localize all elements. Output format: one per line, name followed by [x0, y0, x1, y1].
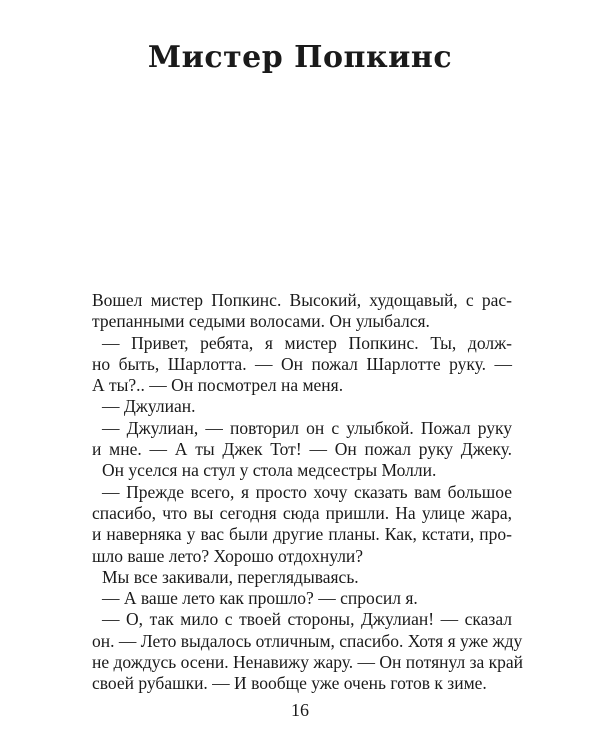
- text-line: А ты?.. — Он посмотрел на меня.: [92, 375, 344, 396]
- text-line: и наверняка у вас были другие планы. Как, кстати, про-: [92, 524, 512, 545]
- text-line: — О, так мило с твоей стороны, Джулиан! — сказал: [102, 609, 512, 630]
- text-line: и мне. — А ты Джек Тот! — Он пожал руку Джеку.: [92, 439, 512, 460]
- page-number: 16: [291, 700, 309, 720]
- text-line: Мы все закивали, переглядываясь.: [102, 566, 359, 587]
- body-text: [92, 290, 524, 695]
- text-line: своей рубашки. — И вообще уже очень готов к зиме.: [92, 673, 487, 694]
- text-line: — Прежде всего, я просто хочу сказать вам большое: [102, 481, 512, 502]
- text-line: он. — Лето выдалось отличным, спасибо. Хотя я уже жду: [92, 630, 523, 651]
- text-line: — А ваше лето как прошло? — спросил я.: [102, 588, 418, 609]
- text-line: Он уселся на стул у стола медсестры Молли.: [102, 460, 437, 481]
- text-line: шло ваше лето? Хорошо отдохнули?: [92, 545, 364, 566]
- text-line: — Джулиан.: [102, 396, 196, 417]
- text-line: не дождусь осени. Ненавижу жару. — Он потянул за край: [92, 652, 524, 673]
- text-line: — Привет, ребята, я мистер Попкинс. Ты, долж-: [102, 332, 512, 353]
- text-line: Вошел мистер Попкинс. Высокий, худощавый, с рас-: [92, 290, 512, 310]
- text-line: но быть, Шарлотта. — Он пожал Шарлотте руку. —: [92, 353, 512, 374]
- text-line: трепанными седыми волосами. Он улыбался.: [92, 311, 430, 332]
- text-line: — Джулиан, — повторил он с улыбкой. Пожал руку: [102, 417, 512, 438]
- text-line: спасибо, что вы сегодня сюда пришли. На улице жара,: [92, 502, 512, 523]
- chapter-title: Мистер Попкинс: [147, 40, 453, 75]
